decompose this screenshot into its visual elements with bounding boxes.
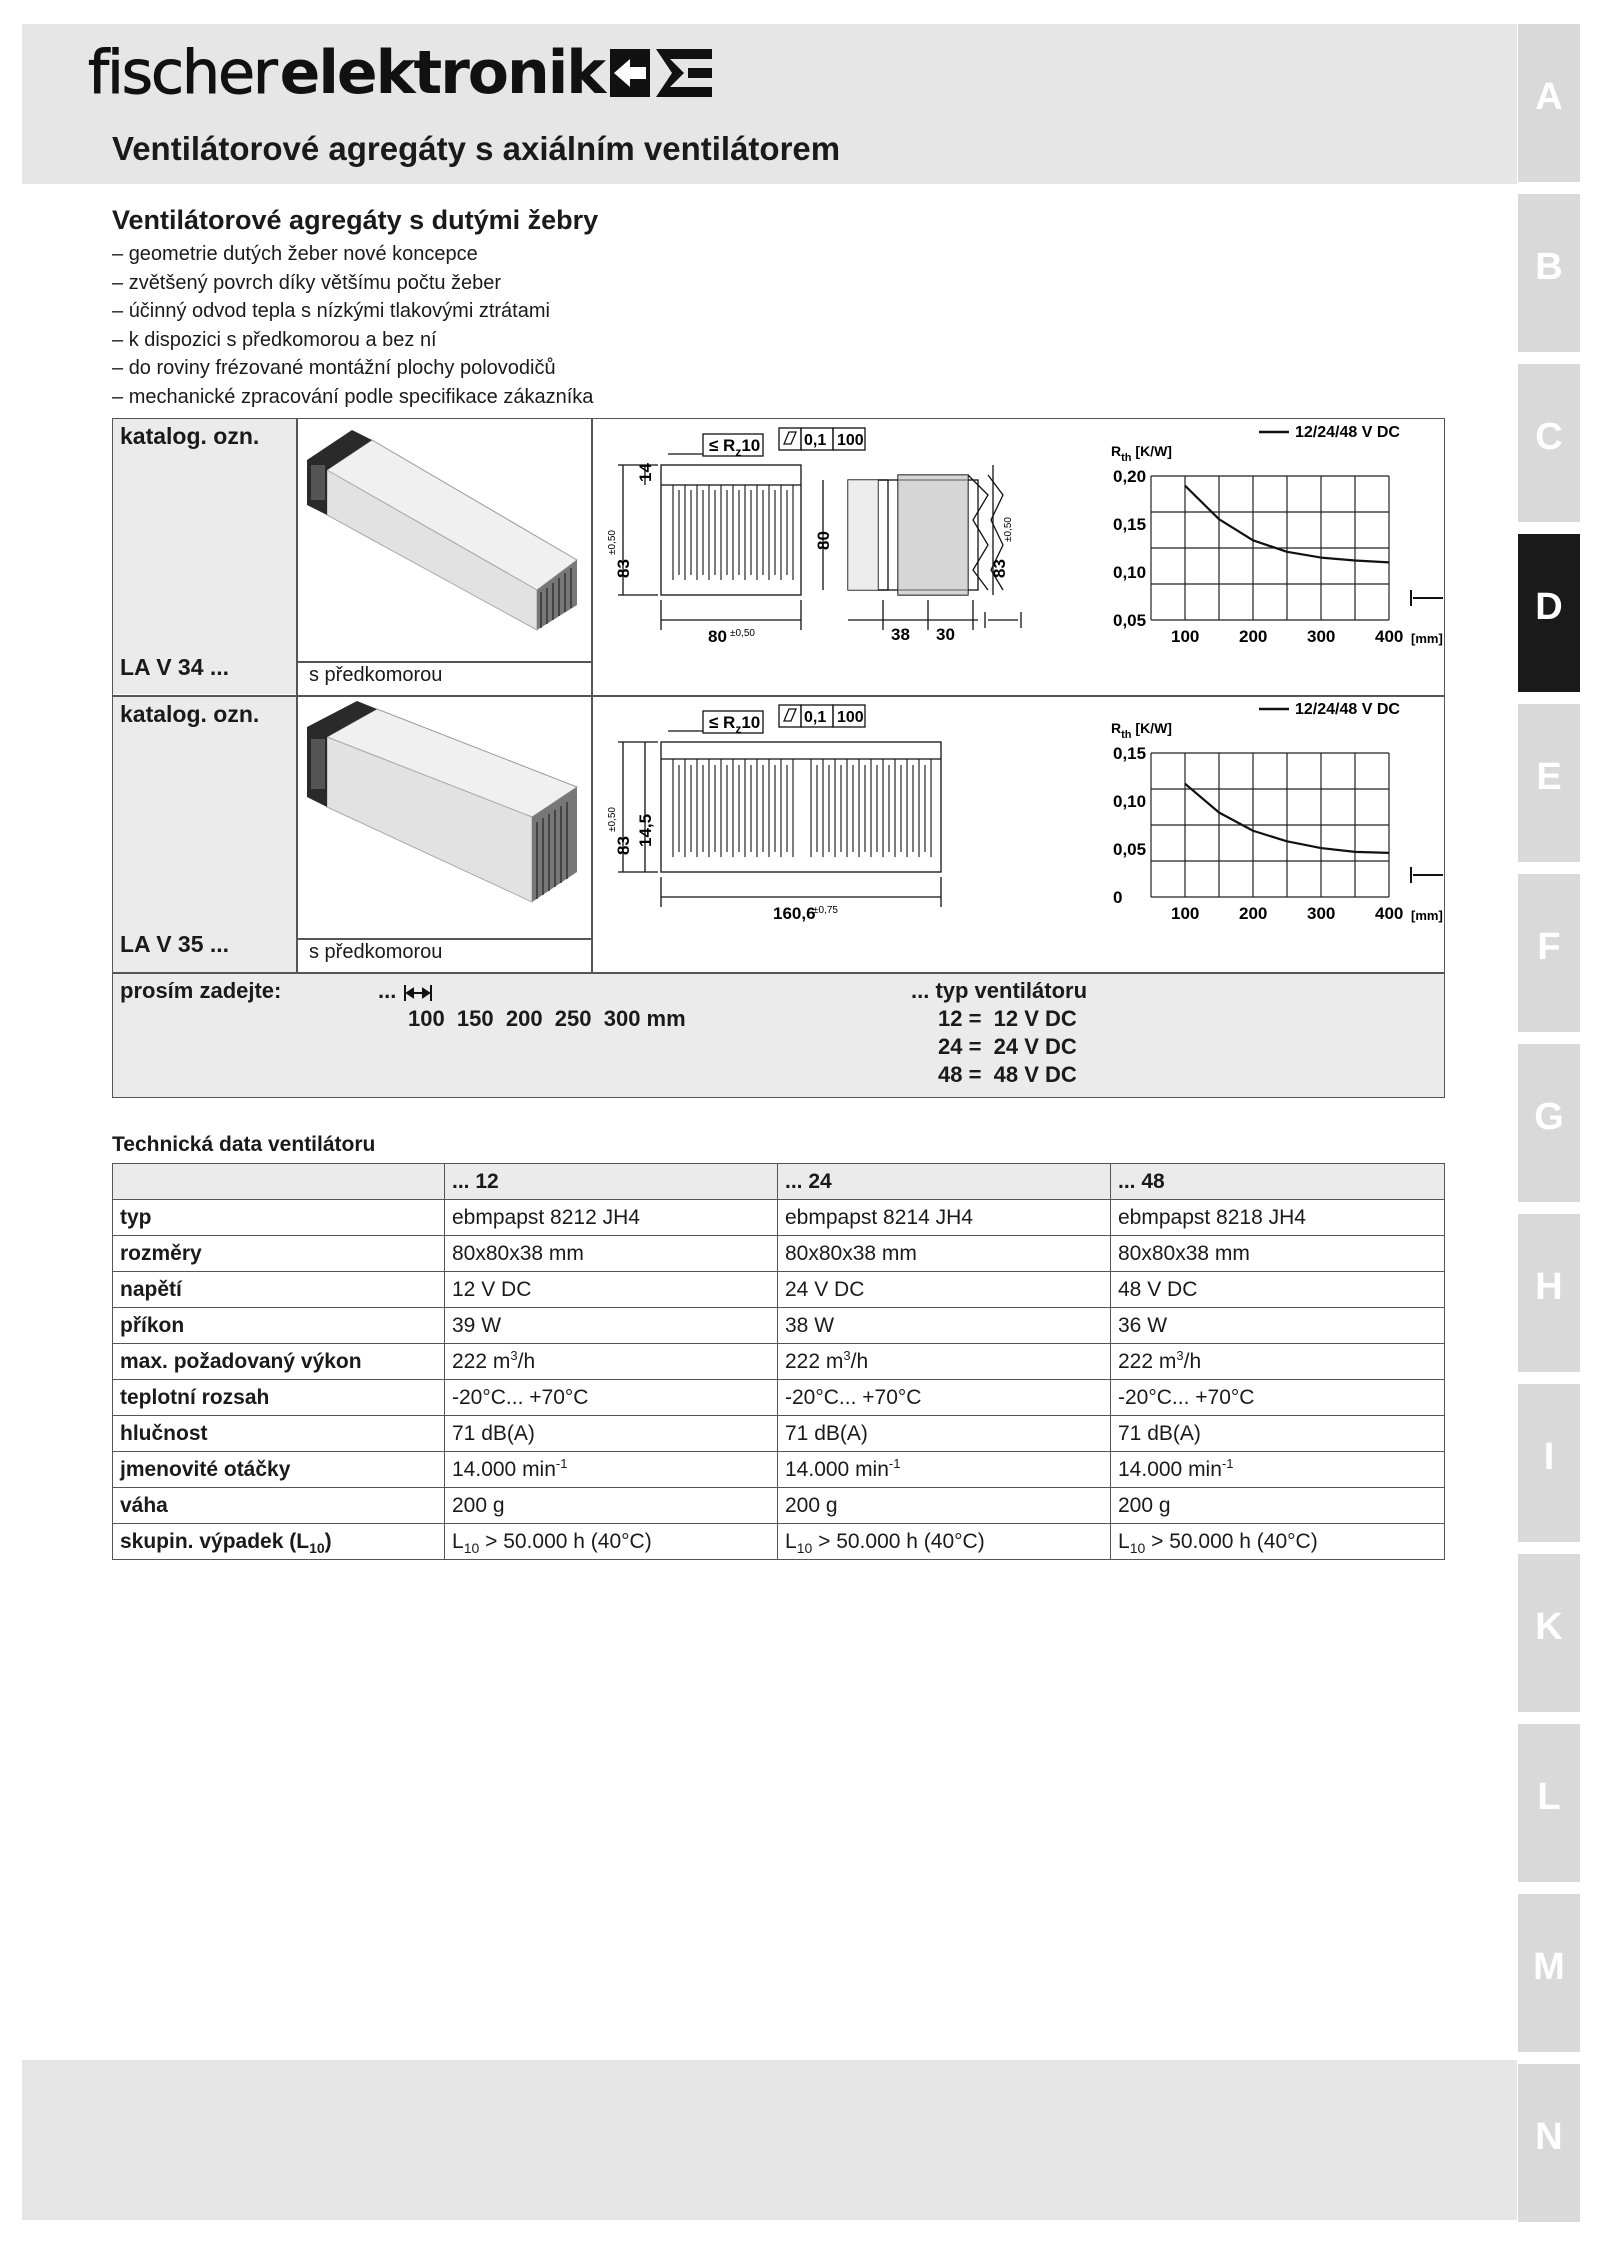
tab-label: H <box>1535 1266 1563 1308</box>
table-cell: 80x80x38 mm <box>445 1236 778 1272</box>
order-cell <box>113 974 1444 1097</box>
row-label: teplotní rozsah <box>113 1380 445 1416</box>
tab-f[interactable] <box>1518 874 1580 1032</box>
divider <box>113 972 1444 974</box>
roughness-label: ≤ $R_z10$ <box>709 436 761 459</box>
divider <box>296 938 591 940</box>
table-cell: -20°C... +70°C <box>1111 1380 1445 1416</box>
tab-label: M <box>1533 1946 1565 1988</box>
y-tick-label: 0,15 <box>1113 744 1147 763</box>
dim-width-tol: ±0,50 <box>730 628 755 639</box>
row-label: rozměry <box>113 1236 445 1272</box>
tab-n[interactable] <box>1518 2064 1580 2222</box>
flatness-length: 100 <box>837 432 864 449</box>
tab-label: F <box>1537 926 1561 968</box>
x-tick-label: 100 <box>1171 627 1200 646</box>
logo-text-fischer: fischer <box>88 38 276 108</box>
dim-fin: 14 <box>636 463 655 482</box>
logo-arrow-icon <box>608 45 718 101</box>
product-box <box>112 418 1445 1098</box>
table-row <box>113 1200 1445 1236</box>
tab-label: L <box>1537 1776 1561 1818</box>
list-item: – mechanické zpracování podle specifikace zákazníka <box>112 383 593 412</box>
table-cell: 14.000 $\min^{-1}$ <box>1111 1452 1445 1488</box>
row-label: jmenovité otáčky <box>113 1452 445 1488</box>
table-cell: 222 $m^3/h$ <box>778 1344 1111 1380</box>
row-label: hlučnost <box>113 1416 445 1452</box>
table-cell: 71 dB(A) <box>1111 1416 1445 1452</box>
page-title: Ventilátorové agregáty s axiálním ventilátorem <box>112 130 841 167</box>
tab-l[interactable] <box>1518 1724 1580 1882</box>
x-axis-unit: [mm] <box>1411 908 1443 923</box>
flatness-value: 0,1 <box>804 709 827 726</box>
x-tick-label: 300 <box>1307 627 1336 646</box>
table-cell: 36 W <box>1111 1308 1445 1344</box>
fan-type-label: ... typ ventilátoru <box>911 978 1088 1003</box>
table-row <box>113 1524 1445 1560</box>
table-row <box>113 1308 1445 1344</box>
x-tick-label: 300 <box>1307 904 1336 923</box>
fan-option: 48 = 48 V DC <box>938 1062 1077 1087</box>
table-cell: 24 V DC <box>778 1272 1111 1308</box>
table-row <box>113 1344 1445 1380</box>
y-axis-label: $R_{th}$ [K/W] <box>1111 443 1172 464</box>
tab-label: K <box>1535 1606 1563 1648</box>
x-tick-label: 400 <box>1375 904 1404 923</box>
dim-width-tol: ±0,75 <box>813 905 838 916</box>
table-cell: 80x80x38 mm <box>1111 1236 1445 1272</box>
table-cell: 38 W <box>778 1308 1111 1344</box>
dim-height: 83 <box>614 559 633 578</box>
table-cell: -20°C... +70°C <box>778 1380 1111 1416</box>
tech-heading: Technická data ventilátoru <box>112 1133 376 1156</box>
product-name: LA V 35 ... <box>120 931 230 957</box>
table-cell: $L_{10} > 50.000$ h (40°C) <box>778 1524 1111 1560</box>
y-tick-label: 0,10 <box>1113 792 1147 811</box>
table-cell: 71 dB(A) <box>778 1416 1111 1452</box>
table-cell: ebmpapst 8214 JH4 <box>778 1200 1111 1236</box>
table-cell: $L_{10} > 50.000$ h (40°C) <box>445 1524 778 1560</box>
table-cell: 71 dB(A) <box>445 1416 778 1452</box>
row-label: váha <box>113 1488 445 1524</box>
dim-38: 38 <box>891 625 910 644</box>
tab-label: N <box>1535 2116 1563 2158</box>
length-icon <box>403 983 433 1003</box>
column-header: ... 48 <box>1111 1164 1445 1200</box>
column-header: ... 12 <box>445 1164 778 1200</box>
rth-chart-lav35 <box>1033 697 1443 937</box>
flatness-value: 0,1 <box>804 432 827 449</box>
product-photo-lav35 <box>297 697 591 937</box>
table-cell: -20°C... +70°C <box>445 1380 778 1416</box>
tab-i[interactable] <box>1518 1384 1580 1542</box>
catalog-label: katalog. ozn. <box>120 701 260 727</box>
row-label: příkon <box>113 1308 445 1344</box>
tab-a[interactable] <box>1518 24 1580 182</box>
table-row <box>113 1416 1445 1452</box>
x-tick-label: 400 <box>1375 627 1404 646</box>
dim-side-tol: ±0,50 <box>1003 517 1014 542</box>
dim-side-height: 80 <box>814 531 833 550</box>
dim-width: 160,6 <box>773 904 816 923</box>
dim-fin: 14,5 <box>636 813 655 847</box>
fan-option: 12 = 12 V DC <box>938 1006 1077 1031</box>
table-row <box>113 1488 1445 1524</box>
divider <box>296 661 591 663</box>
feature-list <box>112 240 593 411</box>
table-cell: ebmpapst 8212 JH4 <box>445 1200 778 1236</box>
row-label: skupin. výpadek $(L_{10})$ <box>113 1524 445 1560</box>
tab-label: D <box>1535 586 1563 628</box>
tab-label: C <box>1535 416 1563 458</box>
row-label: napětí <box>113 1272 445 1308</box>
dim-height-tol: ±0,50 <box>607 530 618 555</box>
y-tick-label: 0,10 <box>1113 563 1147 582</box>
y-tick-label: 0,05 <box>1113 611 1147 630</box>
legend-label: 12/24/48 V DC <box>1295 424 1400 441</box>
list-item: – zvětšený povrch díky většímu počtu žeber <box>112 269 593 298</box>
x-tick-label: 200 <box>1239 627 1268 646</box>
list-item: – geometrie dutých žeber nové koncepce <box>112 240 593 269</box>
list-item: – do roviny frézované montážní plochy polovodičů <box>112 354 593 383</box>
section-subtitle: Ventilátorové agregáty s dutými žebry <box>112 205 599 235</box>
tab-b[interactable] <box>1518 194 1580 352</box>
table-cell: 80x80x38 mm <box>778 1236 1111 1272</box>
order-dots: ... <box>378 978 397 1003</box>
dim-30: 30 <box>936 625 955 644</box>
flatness-length: 100 <box>837 709 864 726</box>
dim-width: 80 <box>708 627 727 646</box>
catalog-label: katalog. ozn. <box>120 423 260 449</box>
tab-e[interactable] <box>1518 704 1580 862</box>
table-cell: 222 $m^3/h$ <box>445 1344 778 1380</box>
tab-label: G <box>1534 1096 1564 1138</box>
table-row <box>113 1272 1445 1308</box>
tab-label: E <box>1536 756 1562 798</box>
order-lengths: 100 150 200 250 300 mm <box>408 1006 686 1031</box>
table-cell: 200 g <box>445 1488 778 1524</box>
tab-label: I <box>1543 1436 1555 1478</box>
table-cell: 222 $m^3/h$ <box>1111 1344 1445 1380</box>
tab-g[interactable] <box>1518 1044 1580 1202</box>
roughness-label: ≤ $R_z10$ <box>709 713 761 736</box>
table-cell: ebmpapst 8218 JH4 <box>1111 1200 1445 1236</box>
table-row <box>113 1452 1445 1488</box>
y-tick-label: 0,15 <box>1113 515 1147 534</box>
x-tick-label: 100 <box>1171 904 1200 923</box>
rth-chart-lav34 <box>1033 420 1443 660</box>
product-photo-lav34 <box>297 420 591 660</box>
product-variant: s předkomorou <box>309 941 443 963</box>
product-name: LA V 34 ... <box>120 654 230 680</box>
tab-m[interactable] <box>1518 1894 1580 2052</box>
column-header: ... 24 <box>778 1164 1111 1200</box>
label-cell-1 <box>113 419 296 694</box>
table-cell: 14.000 $\min^{-1}$ <box>445 1452 778 1488</box>
legend-label: 12/24/48 V DC <box>1295 701 1400 718</box>
table-cell: 39 W <box>445 1308 778 1344</box>
table-row <box>113 1236 1445 1272</box>
table-cell: 12 V DC <box>445 1272 778 1308</box>
tab-d[interactable] <box>1518 534 1580 692</box>
tab-h[interactable] <box>1518 1214 1580 1372</box>
row-label: typ <box>113 1200 445 1236</box>
y-tick-label: 0 <box>1113 888 1123 907</box>
table-corner <box>113 1164 445 1200</box>
table-cell: 14.000 $\min^{-1}$ <box>778 1452 1111 1488</box>
tab-label: B <box>1535 246 1563 288</box>
logo-text-elektronik: elektronik <box>279 38 605 108</box>
tech-table <box>112 1163 1445 1560</box>
tab-k[interactable] <box>1518 1554 1580 1712</box>
x-axis-unit: [mm] <box>1411 631 1443 646</box>
product-variant: s předkomorou <box>309 664 443 686</box>
dim-height-tol: ±0,50 <box>607 807 618 832</box>
tab-c[interactable] <box>1518 364 1580 522</box>
fan-option: 24 = 24 V DC <box>938 1034 1077 1059</box>
order-label: prosím zadejte: <box>120 978 282 1003</box>
row-label: max. požadovaný výkon <box>113 1344 445 1380</box>
table-row <box>113 1380 1445 1416</box>
dim-height: 83 <box>614 836 633 855</box>
dim-side-83: 83 <box>990 559 1009 578</box>
table-cell: 48 V DC <box>1111 1272 1445 1308</box>
footer-band <box>22 2060 1517 2220</box>
table-cell: $L_{10} > 50.000$ h (40°C) <box>1111 1524 1445 1560</box>
table-header-row <box>113 1164 1445 1200</box>
list-item: – účinný odvod tepla s nízkými tlakovými ztrátami <box>112 297 593 326</box>
list-item: – k dispozici s předkomorou a bez ní <box>112 326 593 355</box>
y-tick-label: 0,20 <box>1113 467 1147 486</box>
y-tick-label: 0,05 <box>1113 840 1147 859</box>
tab-label: A <box>1535 76 1563 118</box>
table-cell: 200 g <box>1111 1488 1445 1524</box>
x-tick-label: 200 <box>1239 904 1268 923</box>
table-cell: 200 g <box>778 1488 1111 1524</box>
y-axis-label: $R_{th}$ [K/W] <box>1111 720 1172 741</box>
brand-logo <box>88 38 718 108</box>
